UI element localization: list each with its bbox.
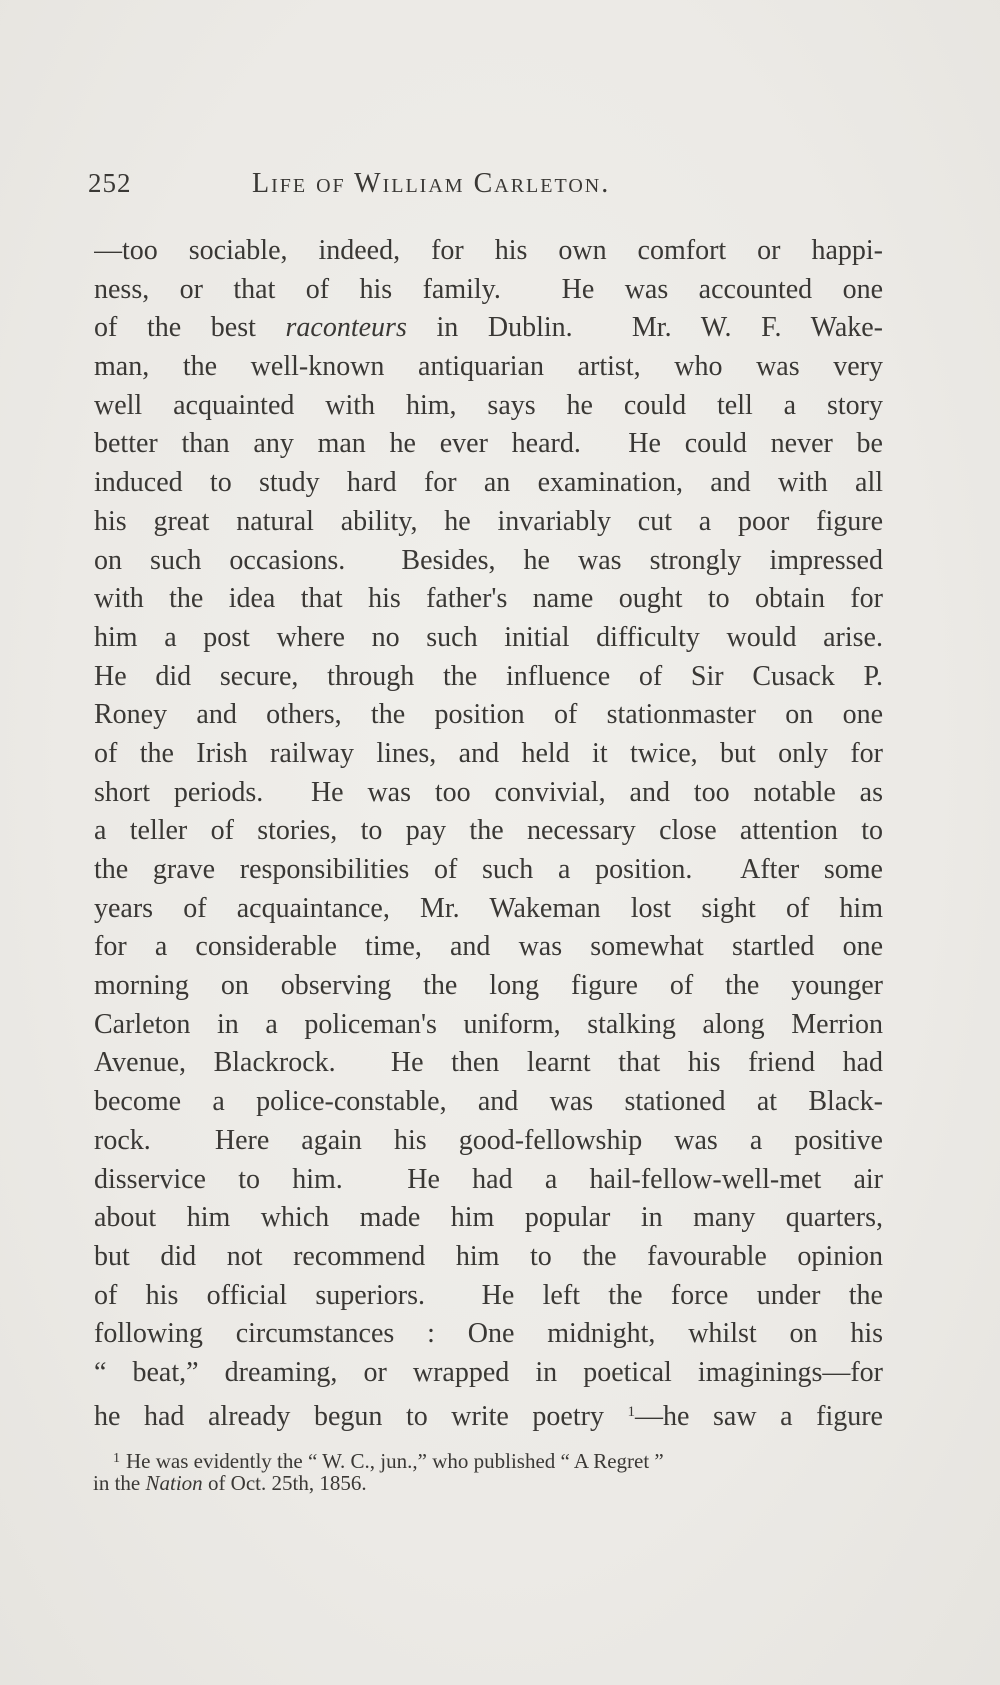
- text-line: rock. Here again his good-fellowship was a positive: [94, 1124, 883, 1156]
- text-line: of the best raconteurs in Dublin. Mr. W. F. Wake-: [94, 312, 883, 344]
- text-line: of his official superiors. He left the force under the: [94, 1279, 883, 1311]
- text-line: of the Irish railway lines, and held it twice, but only for: [94, 737, 883, 769]
- page-number: 252: [88, 168, 132, 198]
- text-line: he had already begun to write poetry $^1$—he saw a figure: [94, 1400, 883, 1432]
- text-line: morning on observing the long figure of the younger: [94, 970, 883, 1002]
- italic-word: raconteurs: [285, 312, 407, 344]
- text-line: induced to study hard for an examination, and with all: [94, 467, 883, 499]
- text-line: on such occasions. Besides, he was strongly impressed: [94, 544, 883, 576]
- footnote-line: $^1$ He was evidently the “ W. C., jun.,” who published “ A Regret ”: [113, 1449, 664, 1473]
- page-header: [88, 168, 888, 208]
- text-line: short periods. He was too convivial, and too notable as: [94, 776, 883, 808]
- text-line: following circumstances : One midnight, whilst on his: [94, 1318, 883, 1350]
- text-line: disservice to him. He had a hail-fellow-well-met air: [94, 1163, 883, 1195]
- text-line: years of acquaintance, Mr. Wakeman lost sight of him: [94, 892, 883, 924]
- text-line: him a post where no such initial difficulty would arise.: [94, 621, 883, 653]
- text-line: man, the well-known antiquarian artist, who was very: [94, 351, 883, 383]
- text-line: become a police-constable, and was stationed at Black-: [94, 1086, 883, 1118]
- text-line: for a considerable time, and was somewhat startled one: [94, 931, 883, 963]
- text-line: his great natural ability, he invariably cut a poor figure: [94, 505, 883, 537]
- text-line: with the idea that his father's name ought to obtain for: [94, 583, 883, 615]
- footnote-reference: 1: [627, 1403, 636, 1420]
- text-line: well acquainted with him, says he could tell a story: [94, 389, 883, 421]
- text-line: about him which made him popular in many quarters,: [94, 1202, 883, 1234]
- text-line: He did secure, through the influence of Sir Cusack P.: [94, 660, 883, 692]
- text-line: Avenue, Blackrock. He then learnt that his friend had: [94, 1047, 883, 1079]
- footnote-line: in the Nation of Oct. 25th, 1856.: [93, 1471, 367, 1495]
- text-line: “ beat,” dreaming, or wrapped in poetical imaginings—for: [94, 1356, 883, 1388]
- running-head: Life of William Carleton.: [252, 168, 611, 199]
- body-text: [94, 232, 883, 1431]
- text-line: Roney and others, the position of stationmaster on one: [94, 699, 883, 731]
- text-line: Carleton in a policeman's uniform, stalking along Merrion: [94, 1008, 883, 1040]
- text-line: but did not recommend him to the favourable opinion: [94, 1240, 883, 1272]
- text-line: —too sociable, indeed, for his own comfort or happi-: [94, 235, 883, 266]
- text-line: a teller of stories, to pay the necessary close attention to: [94, 815, 883, 847]
- footnote: [93, 1446, 893, 1496]
- italic-title: Nation: [145, 1471, 203, 1495]
- text-line: the grave responsibilities of such a position. After some: [94, 854, 883, 885]
- text-line: ness, or that of his family. He was accounted one: [94, 273, 883, 305]
- footnote-mark: 1: [113, 1451, 120, 1466]
- text-line: better than any man he ever heard. He could never be: [94, 428, 883, 460]
